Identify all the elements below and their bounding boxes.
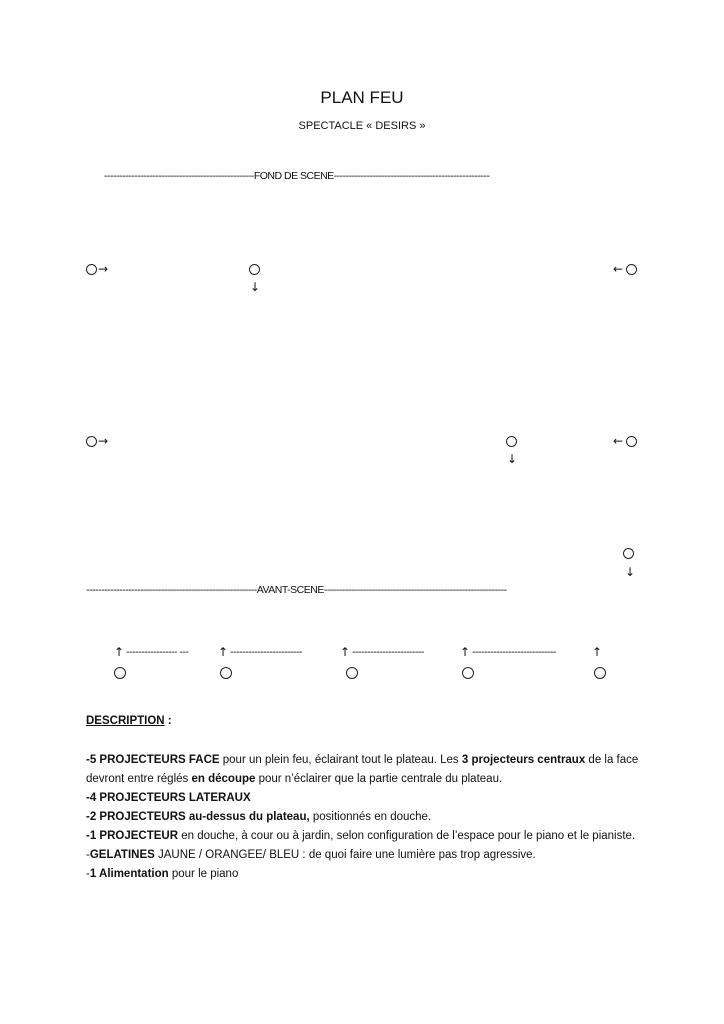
front-bar-segment: ------------------------ (230, 646, 302, 658)
arrow-right-icon: → (98, 434, 109, 448)
description-heading-colon: : (164, 715, 172, 727)
description-item-text: 1 Alimentation (89, 868, 169, 880)
description-item-text: -1 PROJECTEUR (86, 830, 179, 842)
lamp-lateral-left-1 (86, 264, 97, 275)
lamp-lateral-right-2 (626, 436, 637, 447)
description-item-text: -4 PROJECTEURS LATERAUX (86, 792, 251, 804)
front-bar-segment: ----------------- --- (126, 646, 189, 658)
arrow-right-icon: → (98, 262, 109, 276)
arrow-down-icon: ↓ (507, 452, 518, 466)
avant-scene-line: ---------------------------------------------------------AVANT-SCENE------------------------------------------------------------- (86, 584, 507, 596)
description-section (86, 712, 642, 884)
description-item (86, 789, 642, 808)
arrow-down-icon: ↓ (625, 565, 636, 579)
arrow-up-icon: ↑ (460, 645, 471, 659)
arrow-up-icon: ↑ (592, 645, 603, 659)
fond-de-scene-line: --------------------------------------------------FOND DE SCENE---------------------------------------------------- (104, 170, 490, 182)
lamp-face-3 (346, 667, 358, 679)
lamp-top-2 (506, 436, 517, 447)
lamp-lateral-right-1 (626, 264, 637, 275)
description-item (86, 827, 642, 846)
arrow-up-icon: ↑ (340, 645, 351, 659)
description-item (86, 751, 642, 789)
description-item (86, 808, 642, 827)
description-item-text: positionnés en douche. (309, 811, 432, 823)
description-item-text: de la face devront entre réglés (86, 754, 639, 785)
description-item-text: JAUNE / ORANGEE/ BLEU : de quoi faire une lumière pas trop agressive. (154, 849, 536, 861)
description-item-text: -5 PROJECTEURS FACE (86, 754, 220, 766)
description-item-text: en douche, à cour ou à jardin, selon configuration de l’espace pour le piano et le pianiste. (178, 830, 636, 842)
description-item-text: pour un plein feu, éclairant tout le plateau. Les (219, 754, 462, 766)
description-item-text: 3 projecteurs centraux (461, 754, 586, 766)
lamp-face-1 (114, 667, 126, 679)
page-title: PLAN FEU (320, 88, 404, 107)
description-item-text: pour n’éclairer que la partie centrale du plateau. (255, 773, 503, 785)
description-item-text: -2 PROJECTEURS au-dessus du plateau, (86, 811, 310, 823)
arrow-down-icon: ↓ (250, 280, 261, 294)
arrow-left-icon: ← (613, 262, 624, 276)
description-list (86, 751, 642, 884)
lamp-face-5 (594, 667, 606, 679)
lamp-top-1 (249, 264, 260, 275)
description-item-text: - (86, 849, 90, 861)
description-item (86, 865, 642, 884)
page-subtitle: SPECTACLE « DESIRS » (298, 120, 426, 132)
arrow-left-icon: ← (613, 434, 624, 448)
description-item-text: GELATINES (89, 849, 155, 861)
description-item-text: pour le piano (168, 868, 239, 880)
description-item-text: en découpe (191, 773, 256, 785)
description-item-text: - (86, 868, 90, 880)
description-heading: DESCRIPTION (86, 715, 165, 727)
description-item (86, 846, 642, 865)
arrow-up-icon: ↑ (218, 645, 229, 659)
lamp-lateral-left-2 (86, 436, 97, 447)
lamp-face-4 (462, 667, 474, 679)
front-bar-segment: ------------------------ (352, 646, 424, 658)
lamp-piano (623, 548, 634, 559)
front-bar-segment: ---------------------------- (472, 646, 556, 658)
lamp-face-2 (220, 667, 232, 679)
arrow-up-icon: ↑ (114, 645, 125, 659)
